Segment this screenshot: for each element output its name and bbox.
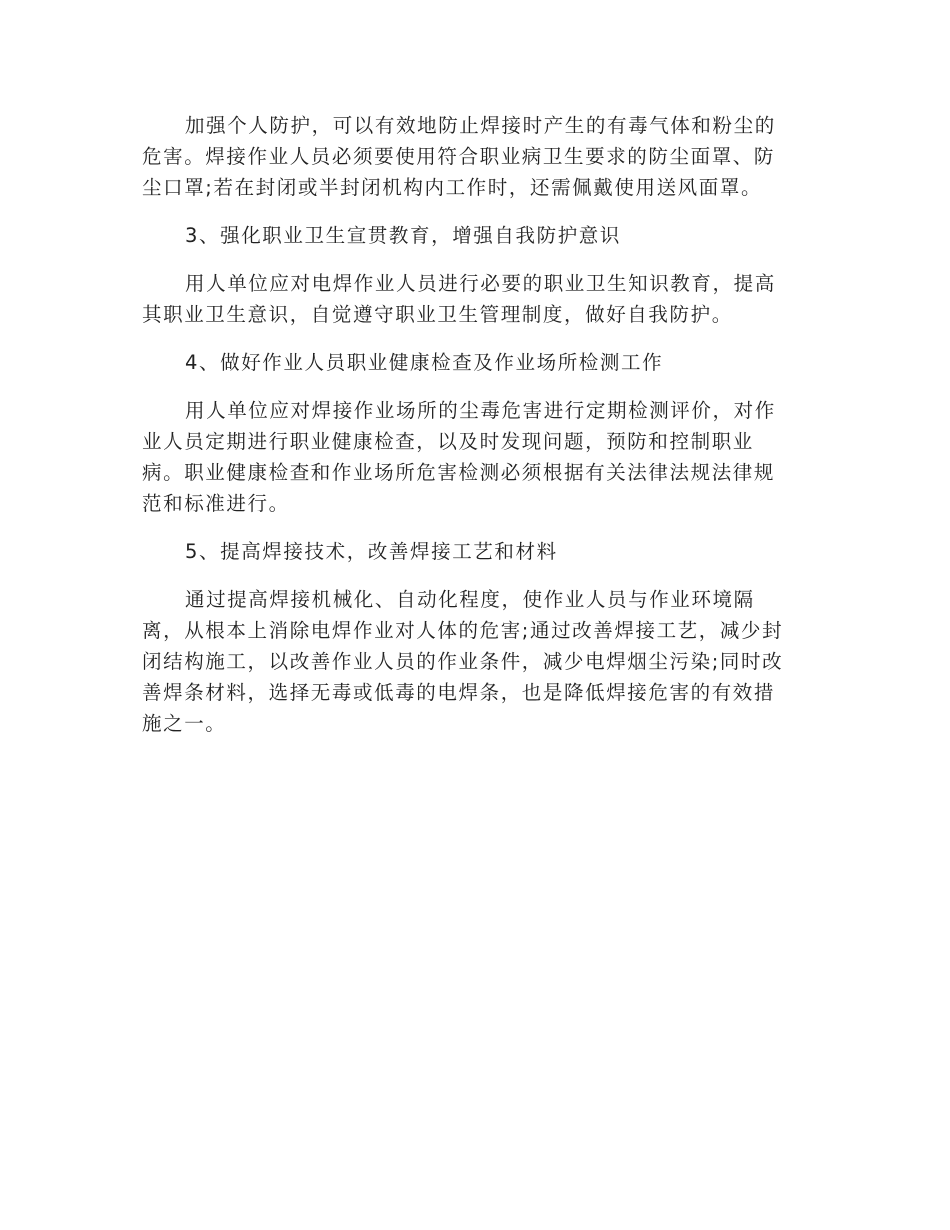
section-heading-5 <box>142 536 798 567</box>
section-heading: 4、做好作业人员职业健康检查及作业场所检测工作 <box>185 351 664 374</box>
text-line: 用人单位应对电焊作业人员进行必要的职业卫生知识教育，提高 <box>185 272 776 295</box>
section-heading: 3、强化职业卫生宣贯教育，增强自我防护意识 <box>185 224 622 247</box>
text-line: 病。职业健康检查和作业场所危害检测必须根据有关法律法规法律规 <box>142 461 776 484</box>
text-line: 业人员定期进行职业健康检查，以及时发现问题，预防和控制职业 <box>142 430 754 453</box>
text-line: 范和标准进行。 <box>142 492 290 515</box>
paragraph-welding-technology <box>142 584 798 739</box>
text-line: 用人单位应对焊接作业场所的尘毒危害进行定期检测评价，对作 <box>185 399 776 422</box>
section-heading-4 <box>142 347 798 378</box>
text-line: 离，从根本上消除电焊作业对人体的危害;通过改善焊接工艺，减少封 <box>142 619 784 642</box>
document-body <box>142 110 798 739</box>
section-heading: 5、提高焊接技术，改善焊接工艺和材料 <box>185 540 558 563</box>
text-line: 善焊条材料，选择无毒或低毒的电焊条，也是降低焊接危害的有效措 <box>142 681 776 704</box>
text-line: 施之一。 <box>142 712 227 735</box>
text-line: 通过提高焊接机械化、自动化程度，使作业人员与作业环境隔 <box>185 588 755 611</box>
text-line: 加强个人防护，可以有效地防止焊接时产生的有毒气体和粉尘的 <box>185 114 776 137</box>
section-heading-3 <box>142 220 798 251</box>
paragraph-health-check <box>142 395 798 519</box>
text-line: 其职业卫生意识，自觉遵守职业卫生管理制度，做好自我防护。 <box>142 303 733 326</box>
paragraph-education <box>142 268 798 330</box>
text-line: 闭结构施工，以改善作业人员的作业条件，减少电焊烟尘污染;同时改 <box>142 650 784 673</box>
paragraph-personal-protection <box>142 110 798 203</box>
text-line: 尘口罩;若在封闭或半封闭机构内工作时，还需佩戴使用送风面罩。 <box>142 176 763 199</box>
text-line: 危害。焊接作业人员必须要使用符合职业病卫生要求的防尘面罩、防 <box>142 145 776 168</box>
